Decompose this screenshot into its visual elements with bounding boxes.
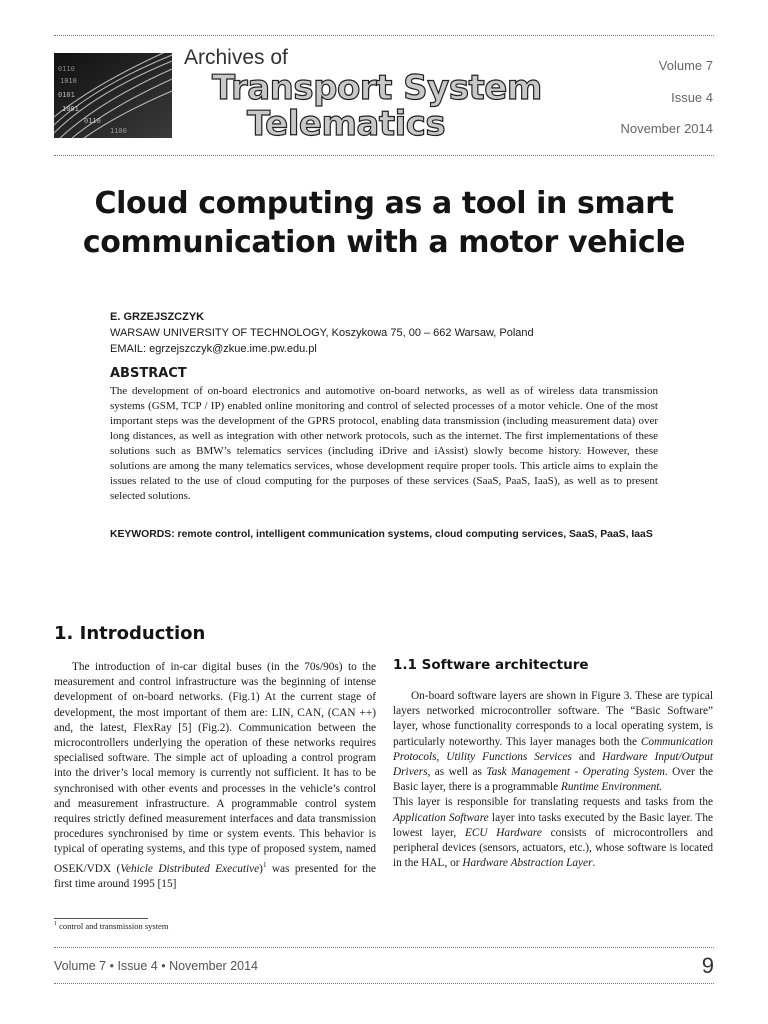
- journal-name-line2: Transport System: [212, 68, 542, 108]
- header-top-rule: [54, 35, 714, 36]
- svg-text:1010: 1010: [60, 77, 77, 85]
- sw-text-e: This layer is responsible for translating requests and tasks from the: [393, 796, 713, 809]
- keywords: KEYWORDS: remote control, intelligent communication systems, cloud computing services, SaaS, PaaS, IaaS: [110, 529, 653, 540]
- article-title: [40, 184, 728, 262]
- sw-italic-1: Communication Protocols: [393, 735, 713, 763]
- sw-sep-1: ,: [436, 750, 447, 763]
- footnote-number: 1: [54, 921, 57, 928]
- footer-issue-info: Volume 7 • Issue 4 • November 2014: [54, 959, 259, 973]
- date-label: November 2014: [620, 121, 713, 136]
- header-bottom-rule: [54, 155, 714, 156]
- svg-text:0101: 0101: [58, 91, 75, 99]
- intro-text-a: The introduction of in-car digital buses (in the 70s/90s) to the measurement and control infrastructure was the beginning of intense development of on-board networks. (Fig.1) At the current stage of development, the most important of them are: LIN, CAN, (CAN ++) and, the latest, FlexRay [5] (Fig.2). Communication between the microcontrollers underlying the operation of these networks requires specialised software. The simple act of uploading a control program into the driver’s local memory is currently not sufficient. It has to be synchronised with other events and processes in the vehicle’s control and measurement infrastructure. A programmable control system requires strictly defined measurement interfaces and data transmission procedures synchronised by time or system events. This behavior is typical of operating systems, and this type of proposed system, named OSEK/VDX (: [54, 661, 376, 875]
- sw-paragraph-2: [393, 795, 713, 871]
- sw-italic-4: Task Management - Operating System: [486, 766, 665, 779]
- abstract-text: The development of on-board electronics and automotive on-board networks, as well as of wireless data transmission systems (GSM, TCP / IP) enabled online monitoring and control of selected processes of a motor vehicle. One of the most important steps was the development of the GPRS protocol, enabling data transmission (including measurement data) over long distances, as well as integration with other network protocols, such as the internet. The first implementations of these solutions such as BMW’s telematics services (including iDrive and iAssist) slowly become history. However, these solutions are among the many telematics services, whose development require proper tools. This article aims to explain the issues related to the use of cloud computing for the purposes of these services (SaaS, PaaS, IaaS), as well as to present selected solutions.: [110, 385, 658, 502]
- introduction-text: [54, 660, 376, 892]
- abstract-heading: ABSTRACT: [110, 366, 187, 381]
- binary-digits-graphic: [54, 53, 172, 138]
- section-heading-software-architecture: 1.1 Software architecture: [393, 657, 589, 673]
- sw-text-c: , as well as: [427, 766, 487, 779]
- software-architecture-text: [393, 689, 713, 871]
- footnote-text: control and transmission system: [57, 921, 169, 931]
- section-heading-introduction: 1. Introduction: [54, 623, 206, 644]
- svg-text:1001: 1001: [62, 105, 79, 113]
- svg-text:0110: 0110: [84, 117, 101, 125]
- footer-top-rule: [54, 947, 714, 948]
- sw-text-g: consists of microcontrollers and peripheral devices (sensors, actuators, etc.), whose software is located in the HAL, or: [393, 826, 714, 870]
- footnote-rule: [54, 918, 148, 919]
- svg-text:1100: 1100: [110, 127, 127, 135]
- sw-text-a: On-board software layers are shown in Figure 3. These are typical layers networked microcontroller software. The “Basic Software” layer, whose functionality corresponds to a local operating system, is particularly noteworthy. This layer manages both the: [393, 690, 713, 748]
- sw-italic-5: Runtime Environment.: [561, 781, 663, 794]
- sw-text-h: .: [592, 857, 596, 870]
- author-email: EMAIL: egrzejszczyk@zkue.ime.pw.edu.pl: [110, 343, 317, 355]
- journal-name-line3: Telematics: [247, 104, 446, 144]
- sw-text-f: layer into tasks executed by the Basic layer. The lowest layer,: [393, 811, 713, 839]
- intro-close-paren: ): [259, 862, 263, 875]
- article-title-line2: communication with a motor vehicle: [82, 225, 686, 260]
- article-title-line1: Cloud computing as a tool in smart: [94, 186, 674, 221]
- sw-italic-3: Hardware Input/Output Drivers: [393, 750, 713, 779]
- footer-bottom-rule: [54, 983, 714, 984]
- author-affiliation: WARSAW UNIVERSITY OF TECHNOLOGY, Koszykowa 75, 00 – 662 Warsaw, Poland: [110, 327, 534, 339]
- sw-text-d: . Over the Basic layer, there is a programmable: [393, 766, 713, 794]
- sw-paragraph-1: [393, 689, 713, 795]
- issue-label: Issue 4: [671, 90, 713, 105]
- volume-label: Volume 7: [658, 58, 713, 73]
- intro-italic: Vehicle Distributed Executive: [120, 862, 260, 875]
- page-number: 9: [701, 953, 714, 978]
- sw-italic-7: ECU Hardware: [464, 826, 542, 839]
- author-block: [110, 309, 534, 357]
- author-name: E. GRZEJSZCZYK: [110, 311, 205, 323]
- sw-italic-6: Application Software: [393, 811, 489, 824]
- footnote-marker: 1: [262, 860, 267, 869]
- sw-italic-2: Utility Functions Services: [446, 750, 572, 763]
- svg-text:0110: 0110: [58, 65, 75, 73]
- journal-logo-image: [54, 53, 172, 138]
- footnote: [54, 921, 168, 931]
- sw-text-b: and: [571, 750, 603, 763]
- journal-name-line1: Archives of: [184, 46, 288, 69]
- sw-italic-8: Hardware Abstraction Layer: [462, 857, 593, 870]
- intro-text-end: was presented for the first time around 1995 [15]: [54, 862, 376, 890]
- introduction-paragraph: [54, 660, 376, 892]
